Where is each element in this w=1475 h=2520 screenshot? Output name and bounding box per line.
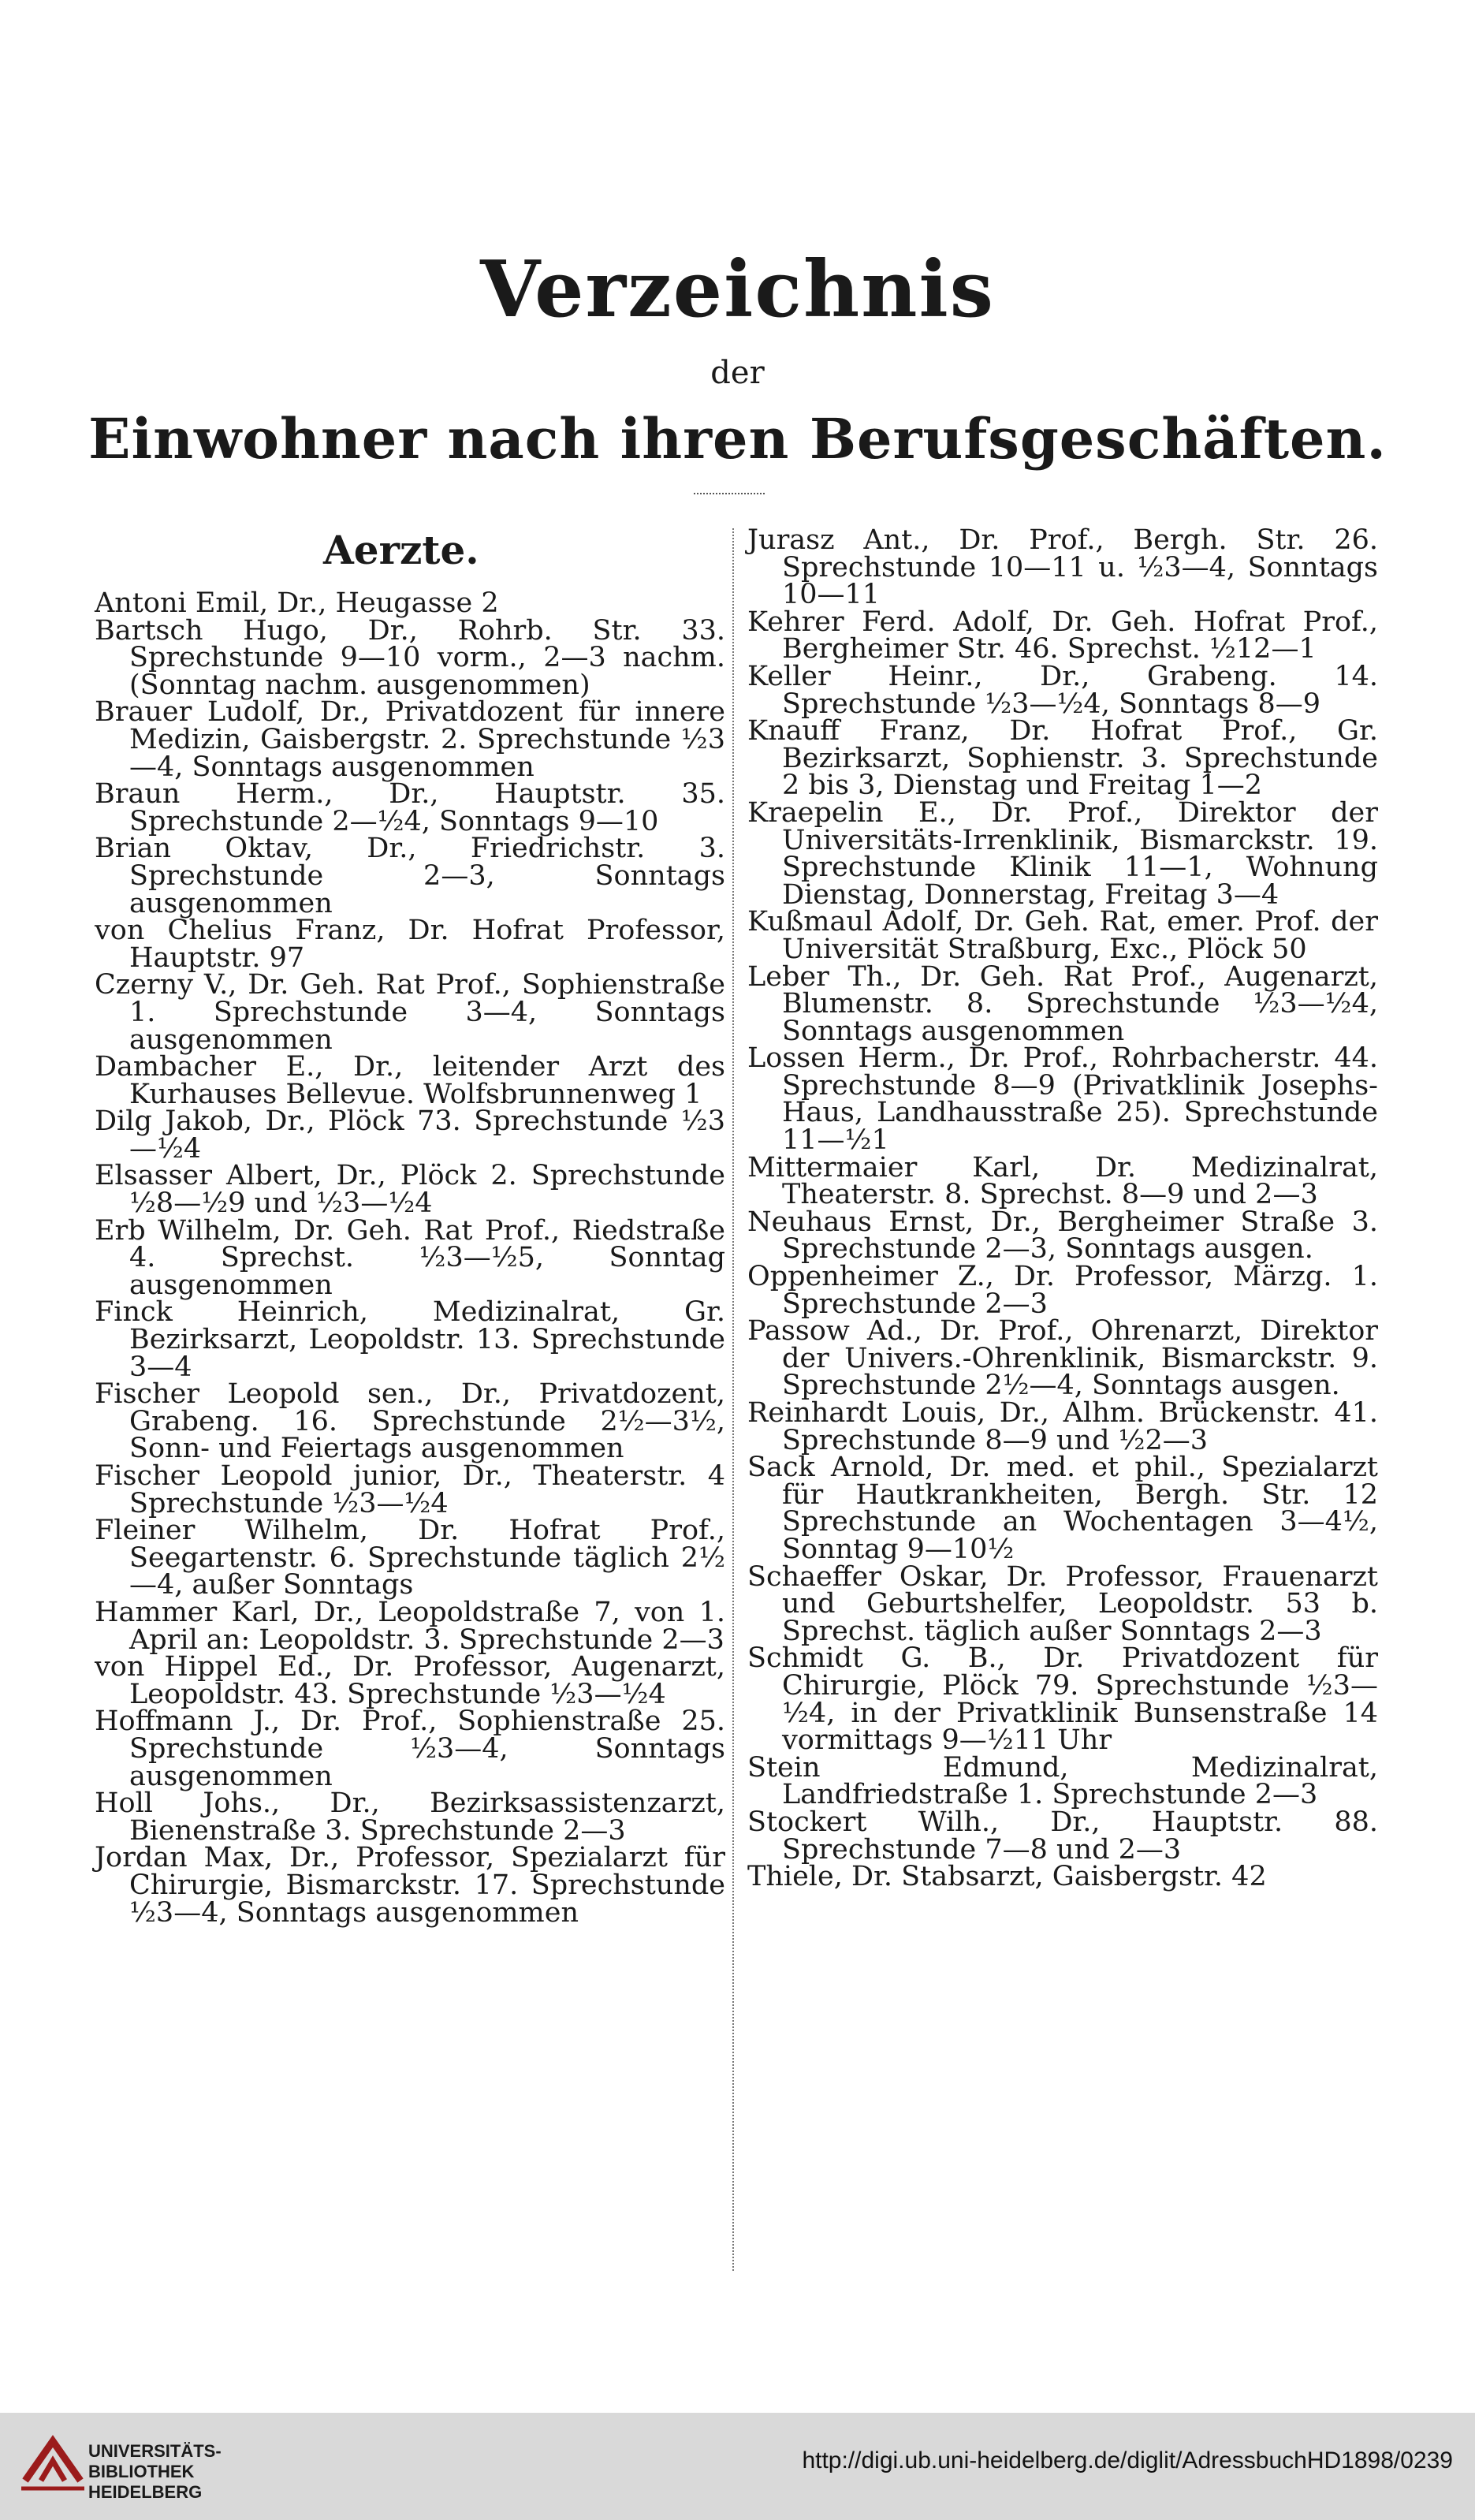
directory-entry: Leber Th., Dr. Geh. Rat Prof., Augenarzt, Blumenstr. 8. Sprechstunde ½3—½4, Sonntags ausgenommen bbox=[747, 960, 1378, 1047]
directory-entry: Fleiner Wilhelm, Dr. Hofrat Prof., Seegartenstr. 6. Sprechstunde täglich 2½—4, außer Sonntags bbox=[95, 1515, 725, 1601]
directory-entry: Finck Heinrich, Medizinalrat, Gr. Bezirksarzt, Leopoldstr. 13. Sprechstunde 3—4 bbox=[95, 1296, 725, 1383]
source-url-link[interactable]: http://digi.ub.uni-heidelberg.de/diglit/AdressbuchHD1898/0239 bbox=[802, 2447, 1453, 2473]
directory-entry: Jordan Max, Dr., Professor, Spezialarzt für Chirurgie, Bismarckstr. 17. Sprechstunde ½3—4, Sonntags ausgenommen bbox=[95, 1842, 725, 1929]
directory-entry: Sack Arnold, Dr. med. et phil., Spezialarzt für Hautkrankheiten, Bergh. Str. 12 Sprechstunde an Wochentagen 3—4½, Sonntag 9—10½ bbox=[747, 1452, 1378, 1565]
directory-entry: Braun Herm., Dr., Hauptstr. 35. Sprechstunde 2—½4, Sonntags 9—10 bbox=[95, 778, 725, 837]
directory-entry: Stein Edmund, Medizinalrat, Landfriedstraße 1. Sprechstunde 2—3 bbox=[747, 1751, 1378, 1811]
library-line: UNIVERSITÄTS- bbox=[88, 2441, 222, 2461]
footer-bar bbox=[0, 2413, 1475, 2520]
directory-entry: Lossen Herm., Dr. Prof., Rohrbacherstr. 44. Sprechstunde 8—9 (Privatklinik Josephs-Haus, Landhausstraße 25). Sprechstunde 11—½1 bbox=[747, 1042, 1378, 1157]
directory-entry: Holl Johs., Dr., Bezirksassistenzarzt, Bienenstraße 3. Sprechstunde 2—3 bbox=[95, 1787, 725, 1847]
directory-entry: Kehrer Ferd. Adolf, Dr. Geh. Hofrat Prof., Bergheimer Str. 46. Sprechst. ½12—1 bbox=[747, 606, 1378, 665]
left-column bbox=[95, 587, 725, 1929]
directory-entry: Kußmaul Adolf, Dr. Geh. Rat, emer. Prof. der Universität Straßburg, Exc., Plöck 50 bbox=[747, 906, 1378, 965]
library-seal-icon bbox=[17, 2425, 88, 2504]
directory-entry: Schaeffer Oskar, Dr. Professor, Frauenarzt und Geburtshelfer, Leopoldstr. 53 b. Sprechst. täglich außer Sonntags 2—3 bbox=[747, 1560, 1378, 1647]
directory-entry: Fischer Leopold junior, Dr., Theaterstr. 4 Sprechstunde ½3—½4 bbox=[95, 1460, 725, 1519]
directory-entry: Knauff Franz, Dr. Hofrat Prof., Gr. Bezirksarzt, Sophienstr. 3. Sprechstunde 2 bis 3, Dienstag und Freitag 1—2 bbox=[747, 715, 1378, 802]
directory-entry: Jurasz Ant., Dr. Prof., Bergh. Str. 26. Sprechstunde 10—11 u. ½3—4, Sonntags 10—11 bbox=[747, 524, 1378, 611]
directory-entry: Keller Heinr., Dr., Grabeng. 14. Sprechstunde ½3—½4, Sonntags 8—9 bbox=[747, 660, 1378, 720]
directory-entry: Schmidt G. B., Dr. Privatdozent für Chirurgie, Plöck 79. Sprechstunde ½3—½4, in der Privatklinik Bunsenstraße 14 vormittags 9—½11 Uhr bbox=[747, 1642, 1378, 1757]
title-rule bbox=[694, 493, 765, 494]
directory-entry: Passow Ad., Dr. Prof., Ohrenarzt, Direktor der Univers.-Ohrenklinik, Bismarckstr. 9. Sprechstunde 2½—4, Sonntags ausgen. bbox=[747, 1315, 1378, 1402]
directory-entry: Thiele, Dr. Stabsarzt, Gaisbergstr. 42 bbox=[747, 1861, 1267, 1893]
directory-entry: Oppenheimer Z., Dr. Professor, Märzg. 1. Sprechstunde 2—3 bbox=[747, 1261, 1378, 1320]
column-divider bbox=[732, 528, 734, 2271]
directory-entry: Kraepelin E., Dr. Prof., Direktor der Universitäts-Irrenklinik, Bismarckstr. 19. Sprechstunde Klinik 11—1, Wohnung Dienstag, Donnerstag, Freitag 3—4 bbox=[747, 796, 1378, 911]
directory-entry: Mittermaier Karl, Dr. Medizinalrat, Theaterstr. 8. Sprechst. 8—9 und 2—3 bbox=[747, 1151, 1378, 1211]
directory-entry: von Chelius Franz, Dr. Hofrat Professor, Hauptstr. 97 bbox=[95, 915, 725, 974]
title-connector: der bbox=[710, 355, 765, 391]
directory-entry: Fischer Leopold sen., Dr., Privatdozent, Grabeng. 16. Sprechstunde 2½—3½, Sonn- und Feiertags ausgenommen bbox=[95, 1378, 725, 1465]
directory-entry: Dambacher E., Dr., leitender Arzt des Kurhauses Bellevue. Wolfsbrunnenweg 1 bbox=[95, 1051, 725, 1110]
library-name bbox=[88, 2441, 222, 2503]
directory-entry: Hammer Karl, Dr., Leopoldstraße 7, von 1. April an: Leopoldstr. 3. Sprechstunde 2—3 bbox=[95, 1596, 725, 1656]
directory-entry: Czerny V., Dr. Geh. Rat Prof., Sophienstraße 1. Sprechstunde 3—4, Sonntags ausgenommen bbox=[95, 969, 725, 1056]
directory-entry: Antoni Emil, Dr., Heugasse 2 bbox=[95, 587, 499, 619]
page-subtitle: Einwohner nach ihren Berufsgeschäften. bbox=[88, 406, 1387, 472]
section-heading: Aerzte. bbox=[323, 527, 479, 573]
directory-entry: Stockert Wilh., Dr., Hauptstr. 88. Sprechstunde 7—8 und 2—3 bbox=[747, 1806, 1378, 1866]
directory-entry: Elsasser Albert, Dr., Plöck 2. Sprechstunde ½8—½9 und ½3—½4 bbox=[95, 1160, 725, 1220]
directory-entry: Erb Wilhelm, Dr. Geh. Rat Prof., Riedstraße 4. Sprechst. ½3—½5, Sonntag ausgenommen bbox=[95, 1214, 725, 1301]
directory-entry: von Hippel Ed., Dr. Professor, Augenarzt, Leopoldstr. 43. Sprechstunde ½3—½4 bbox=[95, 1651, 725, 1710]
library-line: BIBLIOTHEK bbox=[88, 2462, 195, 2481]
directory-entry: Hoffmann J., Dr. Prof., Sophienstraße 25. Sprechstunde ½3—4, Sonntags ausgenommen bbox=[95, 1705, 725, 1792]
directory-entry: Dilg Jakob, Dr., Plöck 73. Sprechstunde ½3—½4 bbox=[95, 1105, 725, 1165]
directory-entry: Brauer Ludolf, Dr., Privatdozent für innere Medizin, Gaisbergstr. 2. Sprechstunde ½3—4, Sonntags ausgenommen bbox=[95, 696, 725, 783]
right-column bbox=[747, 524, 1378, 1893]
page-title: Verzeichnis bbox=[480, 244, 995, 335]
library-line: HEIDELBERG bbox=[88, 2482, 203, 2502]
directory-entry: Reinhardt Louis, Dr., Alhm. Brückenstr. 41. Sprechstunde 8—9 und ½2—3 bbox=[747, 1397, 1378, 1456]
directory-entry: Brian Oktav, Dr., Friedrichstr. 3. Sprechstunde 2—3, Sonntags ausgenommen bbox=[95, 833, 725, 919]
directory-entry: Bartsch Hugo, Dr., Rohrb. Str. 33. Sprechstunde 9—10 vorm., 2—3 nachm. (Sonntag nachm. ausgenommen) bbox=[95, 614, 725, 701]
directory-entry: Neuhaus Ernst, Dr., Bergheimer Straße 3. Sprechstunde 2—3, Sonntags ausgen. bbox=[747, 1206, 1378, 1266]
